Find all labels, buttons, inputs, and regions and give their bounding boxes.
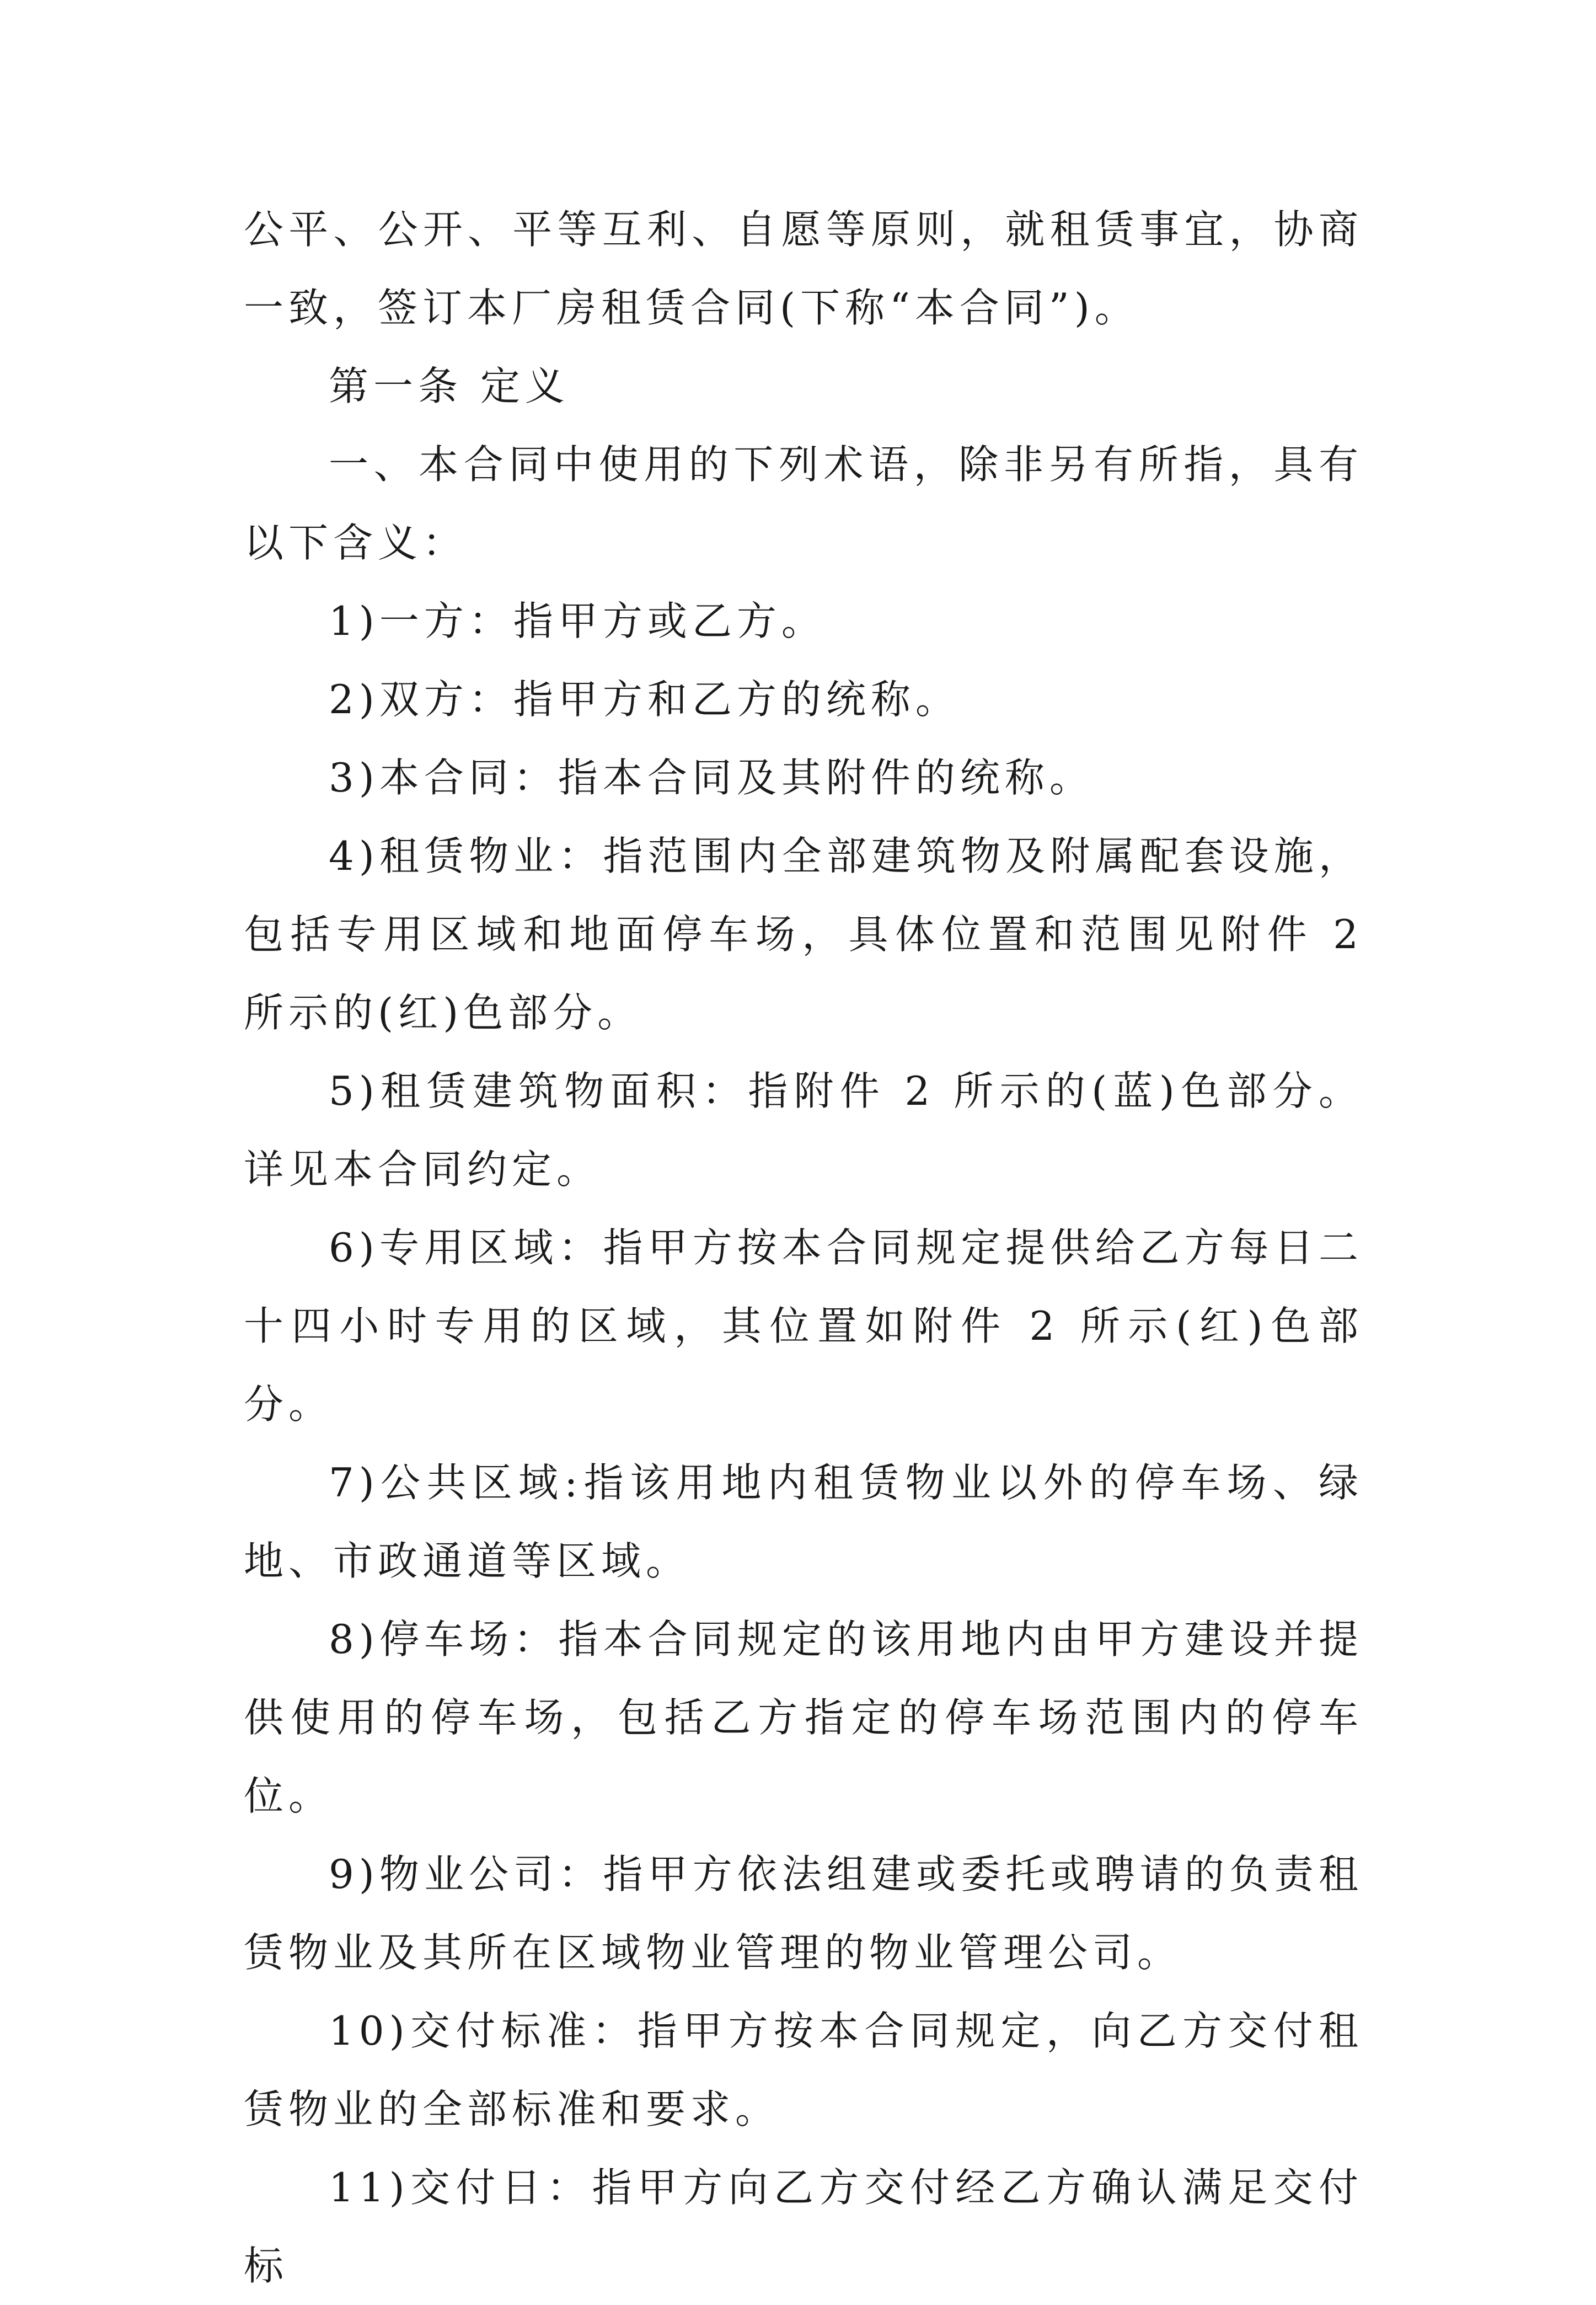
definition-5: 5)租赁建筑物面积：指附件 2 所示的(蓝)色部分。详见本合同约定。 <box>244 1068 1363 1192</box>
definition-6: 6)专用区域：指甲方按本合同规定提供给乙方每日二十四小时专用的区域，其位置如附件 2 所示(红)色部分。 <box>244 1224 1363 1427</box>
definition-2: 2)双方：指甲方和乙方的统称。 <box>329 676 960 723</box>
definition-4: 4)租赁物业：指范围内全部建筑物及附属配套设施，包括专用区域和地面停车场，具体位置和范围见附件 2 所示的(红)色部分。 <box>244 833 1363 1036</box>
paragraph-definitions-intro: 一、本合同中使用的下列术语，除非另有所指，具有以下含义： <box>244 441 1363 566</box>
definition-10: 10)交付标准：指甲方按本合同规定，向乙方交付租赁物业的全部标准和要求。 <box>244 2008 1363 2132</box>
definition-9: 9)物业公司：指甲方依法组建或委托或聘请的负责租赁物业及其所在区域物业管理的物业管理公司。 <box>244 1851 1363 1976</box>
definition-8: 8)停车场：指本合同规定的该用地内由甲方建设并提供使用的停车场，包括乙方指定的停车场范围内的停车位。 <box>244 1616 1363 1819</box>
definition-11: 11)交付日：指甲方向乙方交付经乙方确认满足交付标 <box>244 2164 1363 2289</box>
paragraph-principles: 公平、公开、平等互利、自愿等原则，就租赁事宜，协商一致，签订本厂房租赁合同(下称“本合同”)。 <box>244 206 1363 331</box>
definition-7: 7)公共区域:指该用地内租赁物业以外的停车场、绿地、市政通道等区域。 <box>244 1459 1363 1584</box>
definition-3: 3)本合同：指本合同及其附件的统称。 <box>329 755 1094 801</box>
definition-1: 1)一方：指甲方或乙方。 <box>329 598 826 644</box>
contract-body <box>244 190 1363 2305</box>
article-1-heading: 第一条 定义 <box>329 363 570 409</box>
